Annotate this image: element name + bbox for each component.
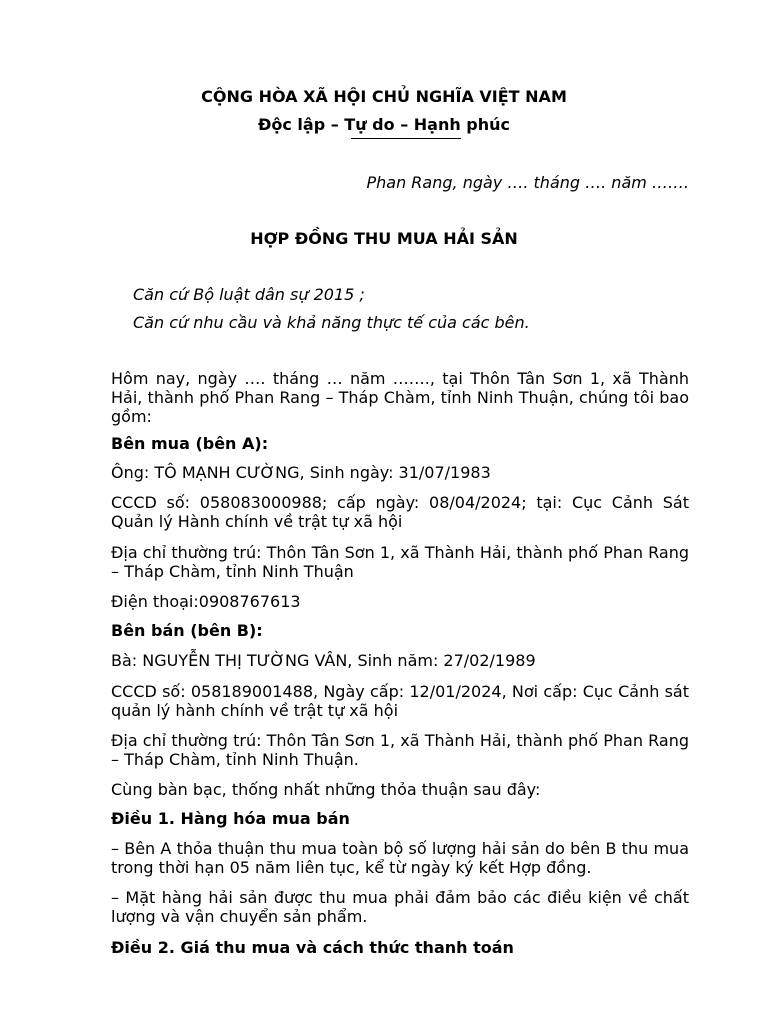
party-a-id: CCCD số: 058083000988; cấp ngày: 08/04/2024; tại: Cục Cảnh Sát Quản lý Hành chính về trật tự xã hội (111, 493, 689, 531)
party-a-heading: Bên mua (bên A): (111, 434, 269, 453)
party-a-address: Địa chỉ thường trú: Thôn Tân Sơn 1, xã Thành Hải, thành phố Phan Rang – Tháp Chàm, tỉnh Ninh Thuận (111, 543, 689, 581)
party-b-address: Địa chỉ thường trú: Thôn Tân Sơn 1, xã Thành Hải, thành phố Phan Rang – Tháp Chàm, tỉnh Ninh Thuận. (111, 731, 689, 769)
motto-underline (351, 138, 461, 139)
intro-paragraph: Hôm nay, ngày …. tháng … năm ……., tại Thôn Tân Sơn 1, xã Thành Hải, thành phố Phan Rang – Tháp Chàm, tỉnh Ninh Thuận, chúng tôi bao gồm: (111, 369, 689, 426)
party-b-heading: Bên bán (bên B): (111, 621, 263, 640)
party-b-name: Bà: NGUYỄN THỊ TƯỜNG VÂN, Sinh năm: 27/02/1989 (111, 651, 536, 670)
document-title: HỢP ĐỒNG THU MUA HẢI SẢN (250, 229, 518, 248)
place-date: Phan Rang, ngày …. tháng …. năm ……. (366, 173, 689, 192)
motto: Độc lập – Tự do – Hạnh phúc (257, 115, 511, 134)
legal-basis-1: Căn cứ Bộ luật dân sự 2015 ; (133, 285, 365, 304)
article-1-paragraph-1: – Bên A thỏa thuận thu mua toàn bộ số lượng hải sản do bên B thu mua trong thời hạn 05 năm liên tục, kể từ ngày ký kết Hợp đồng. (111, 839, 689, 877)
article-1-paragraph-2: – Mặt hàng hải sản được thu mua phải đảm bảo các điều kiện về chất lượng và vận chuyển sản phẩm. (111, 888, 689, 926)
article-1-heading: Điều 1. Hàng hóa mua bán (111, 809, 350, 828)
nation-header: CỘNG HÒA XÃ HỘI CHỦ NGHĨA VIỆT NAM (201, 87, 567, 106)
article-2-heading: Điều 2. Giá thu mua và cách thức thanh toán (111, 938, 514, 957)
party-b-id: CCCD số: 058189001488, Ngày cấp: 12/01/2024, Nơi cấp: Cục Cảnh sát quản lý hành chính về trật tự xã hội (111, 682, 689, 720)
party-a-name: Ông: TÔ MẠNH CƯỜNG, Sinh ngày: 31/07/1983 (111, 463, 491, 482)
agreement-intro: Cùng bàn bạc, thống nhất những thỏa thuận sau đây: (111, 780, 541, 799)
party-a-phone: Điện thoại:0908767613 (111, 592, 301, 611)
legal-basis-2: Căn cứ nhu cầu và khả năng thực tế của các bên. (133, 313, 530, 332)
